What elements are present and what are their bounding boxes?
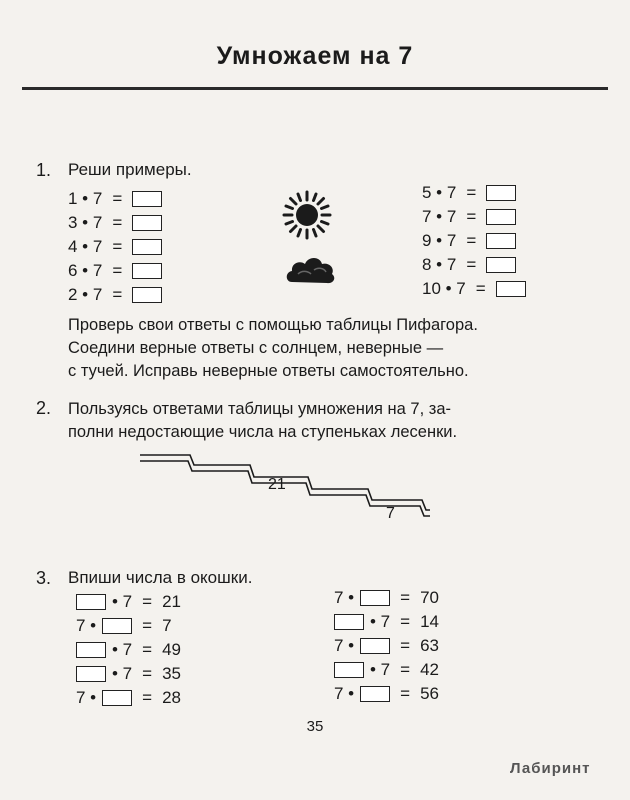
answer-box[interactable]: [486, 185, 516, 201]
answer-box[interactable]: [132, 215, 162, 231]
task1-right-row-1: 5 • 7 =: [422, 181, 516, 205]
task3-left-row-2: 7 • = 7: [76, 616, 172, 635]
answer-box[interactable]: [334, 662, 364, 678]
answer-box[interactable]: [360, 638, 390, 654]
task3-right-row-5: 7 • = 56: [334, 684, 439, 703]
task1-left-row-3: 4 • 7 =: [68, 235, 162, 259]
task1-right-row-3: 9 • 7 =: [422, 229, 516, 253]
staircase-diagram: [130, 452, 440, 542]
task1-number: 1.: [36, 160, 52, 180]
task3-left-row-3: • 7 = 49: [76, 638, 181, 662]
task1-right-row-2: 7 • 7 =: [422, 205, 516, 229]
task1-right-row-5: 10 • 7 =: [422, 277, 526, 301]
task1-paragraph-line-3: с тучей. Исправь неверные ответы самостоятельно.: [68, 362, 469, 380]
answer-box[interactable]: [496, 281, 526, 297]
task3-right-row-4: • 7 = 42: [334, 658, 439, 682]
answer-box[interactable]: [486, 233, 516, 249]
task3-right-row-1: 7 • = 70: [334, 588, 439, 607]
answer-box[interactable]: [132, 287, 162, 303]
answer-box[interactable]: [76, 642, 106, 658]
stair-value-21: 21: [268, 476, 286, 493]
answer-box[interactable]: [486, 209, 516, 225]
task1-paragraph-line-1: Проверь свои ответы с помощью таблицы Пифагора.: [68, 316, 478, 334]
task1-left-row-4: 6 • 7 =: [68, 259, 162, 283]
answer-box[interactable]: [102, 618, 132, 634]
answer-box[interactable]: [132, 239, 162, 255]
answer-box[interactable]: [360, 686, 390, 702]
task3-number: 3.: [36, 568, 52, 588]
cloud-icon: [284, 252, 336, 286]
task2-text-line-2: полни недостающие числа на ступеньках лесенки.: [68, 423, 458, 441]
task1-left-row-1: 1 • 7 =: [68, 187, 162, 211]
task3-left-row-5: 7 • = 28: [76, 688, 181, 707]
task1-left-row-2: 3 • 7 =: [68, 211, 162, 235]
page-number: 35: [306, 718, 324, 735]
task3-right-row-3: 7 • = 63: [334, 636, 439, 655]
answer-box[interactable]: [76, 594, 106, 610]
answer-box[interactable]: [102, 690, 132, 706]
task1-left-row-5: 2 • 7 =: [68, 283, 162, 307]
answer-box[interactable]: [334, 614, 364, 630]
stair-value-7: 7: [386, 505, 395, 522]
task2-number: 2.: [36, 398, 52, 418]
task1-right-row-4: 8 • 7 =: [422, 253, 516, 277]
task3-right-row-2: • 7 = 14: [334, 610, 439, 634]
answer-box[interactable]: [132, 263, 162, 279]
task2-text-line-1: Пользуясь ответами таблицы умножения на 7, за-: [68, 400, 452, 418]
answer-box[interactable]: [76, 666, 106, 682]
page-title: Умножаем на 7: [216, 42, 414, 70]
title-rule: [22, 87, 608, 90]
task3-left-row-4: • 7 = 35: [76, 662, 181, 686]
answer-box[interactable]: [486, 257, 516, 273]
answer-box[interactable]: [132, 191, 162, 207]
task1-paragraph-line-2: Соедини верные ответы с солнцем, неверные —: [68, 339, 444, 357]
sun-icon: [282, 190, 332, 240]
task3-left-row-1: • 7 = 21: [76, 590, 181, 614]
task3-instruction: Впиши числа в окошки.: [68, 568, 253, 587]
answer-box[interactable]: [360, 590, 390, 606]
task1-instruction: Реши примеры.: [68, 160, 192, 179]
watermark-logo: Лабиринт: [510, 760, 591, 777]
